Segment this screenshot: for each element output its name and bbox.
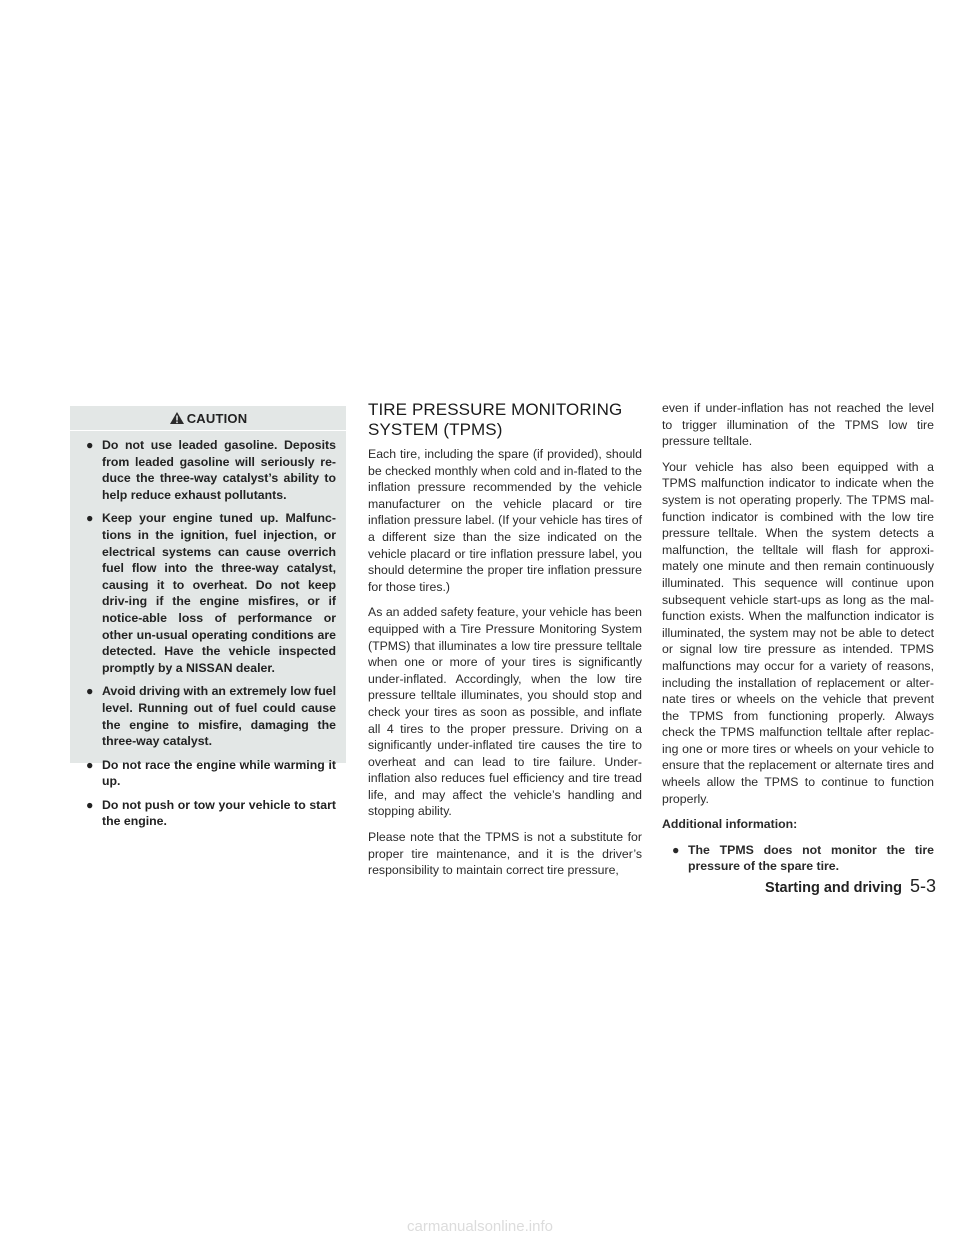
caution-box	[70, 406, 346, 829]
paragraph: As an added safety feature, your vehicle has been equipped with a Tire Pressure Monitoring System (TPMS) that illuminates a low tire pressure telltale when one or more of your tires is significantly under-inflated. Accordingly, when the low tire pressure telltale illuminates, you should stop and check your tires as soon as possible, and inflate all 4 tires to the proper pressure. Driving on a significantly under-inflated tire causes the tire to overheat and can lead to tire failure. Under-inflation also reduces fuel efficiency and tire tread life, and may affect the vehicle’s handling and stopping ability.	[368, 605, 642, 819]
bullet-icon: ●	[672, 842, 680, 857]
bullet-icon: ●	[86, 511, 94, 526]
paragraph: Your vehicle has also been equipped with a TPMS malfunction indicator to indicate when the system is not operating properly. The TPMS mal-function indicator is combined with the low tire pressure telltale. When the system detects a malfunction, the telltale will flash for approxi-mately one minute and then remain continuously illuminated. This sequence will continue upon subsequent vehicle start-ups as long as the mal-function exists. When the malfunction indicator is illuminated, the system may not be able to detect or signal low tire pressure as intended. TPMS malfunctions may occur for a variety of reasons, including the installation of replacement or alter-nate tires or wheels on the vehicle that prevent the TPMS from functioning properly. Always check the TPMS malfunction telltale after replac-ing one or more tires or wheels on your vehicle to ensure that the replacement or alternate tires and wheels allow the TPMS to continue to function properly.	[662, 459, 934, 806]
section-title: TIRE PRESSURE MONITORING SYSTEM (TPMS)	[368, 400, 623, 439]
caution-item-text: Do not race the engine while warming it up.	[102, 757, 336, 789]
bullet-icon: ●	[86, 797, 94, 812]
caution-item	[86, 797, 336, 830]
caution-header	[70, 406, 346, 431]
paragraph: Please note that the TPMS is not a substitute for proper tire maintenance, and it is the driver’s responsibility to maintain correct tire pressure,	[368, 830, 642, 878]
caution-item-text: Keep your engine tuned up. Malfunc-tions in the ignition, fuel injection, or electrical systems can cause overrich fuel flow into the three-way catalyst, causing it to overheat. Do not keep driv-ing if the engine misfires, or if notice-able loss of performance or other un-usual operating conditions are detected. Have the vehicle inspected promptly by a NISSAN dealer.	[102, 511, 336, 675]
page-footer	[765, 876, 936, 897]
footer-section-name: Starting and driving	[765, 880, 902, 896]
caution-item	[86, 683, 336, 749]
caution-item	[86, 757, 336, 790]
caution-item-text: Do not push or tow your vehicle to start the engine.	[102, 797, 336, 829]
additional-info-heading: Additional information:	[662, 817, 798, 832]
bullet-icon: ●	[86, 757, 94, 772]
page-number: 5-3	[909, 876, 936, 896]
caution-item	[86, 437, 336, 503]
warning-triangle-icon	[169, 411, 185, 425]
caution-title: CAUTION	[186, 410, 248, 426]
bullet-icon: ●	[86, 684, 94, 699]
additional-info-list	[662, 842, 934, 875]
paragraph: even if under-inflation has not reached the level to trigger illumination of the TPMS low tire pressure telltale.	[662, 401, 934, 449]
additional-info-text: The TPMS does not monitor the tire pressure of the spare tire.	[688, 842, 934, 874]
additional-info-item	[672, 842, 934, 875]
tpms-column-1	[368, 400, 642, 888]
paragraph: Each tire, including the spare (if provided), should be checked monthly when cold and in-flated to the inflation pressure recommended by the vehicle manufacturer on the vehicle placard or tire inflation pressure label. (If your vehicle has tires of a different size than the size indicated on the vehicle placard or tire inflation pressure label, you should determine the proper tire inflation pressure for those tires.)	[368, 447, 642, 594]
caution-item	[86, 510, 336, 676]
tpms-column-2	[662, 400, 934, 875]
caution-list	[70, 431, 346, 830]
caution-item-text: Do not use leaded gasoline. Deposits from leaded gasoline will seriously re-duce the three-way catalyst’s ability to help reduce exhaust pollutants.	[102, 438, 336, 502]
watermark: carmanualsonline.info	[407, 1218, 553, 1235]
bullet-icon: ●	[86, 438, 94, 452]
caution-item-text: Avoid driving with an extremely low fuel level. Running out of fuel could cause the engine to misfire, damaging the three-way catalyst.	[102, 684, 336, 749]
